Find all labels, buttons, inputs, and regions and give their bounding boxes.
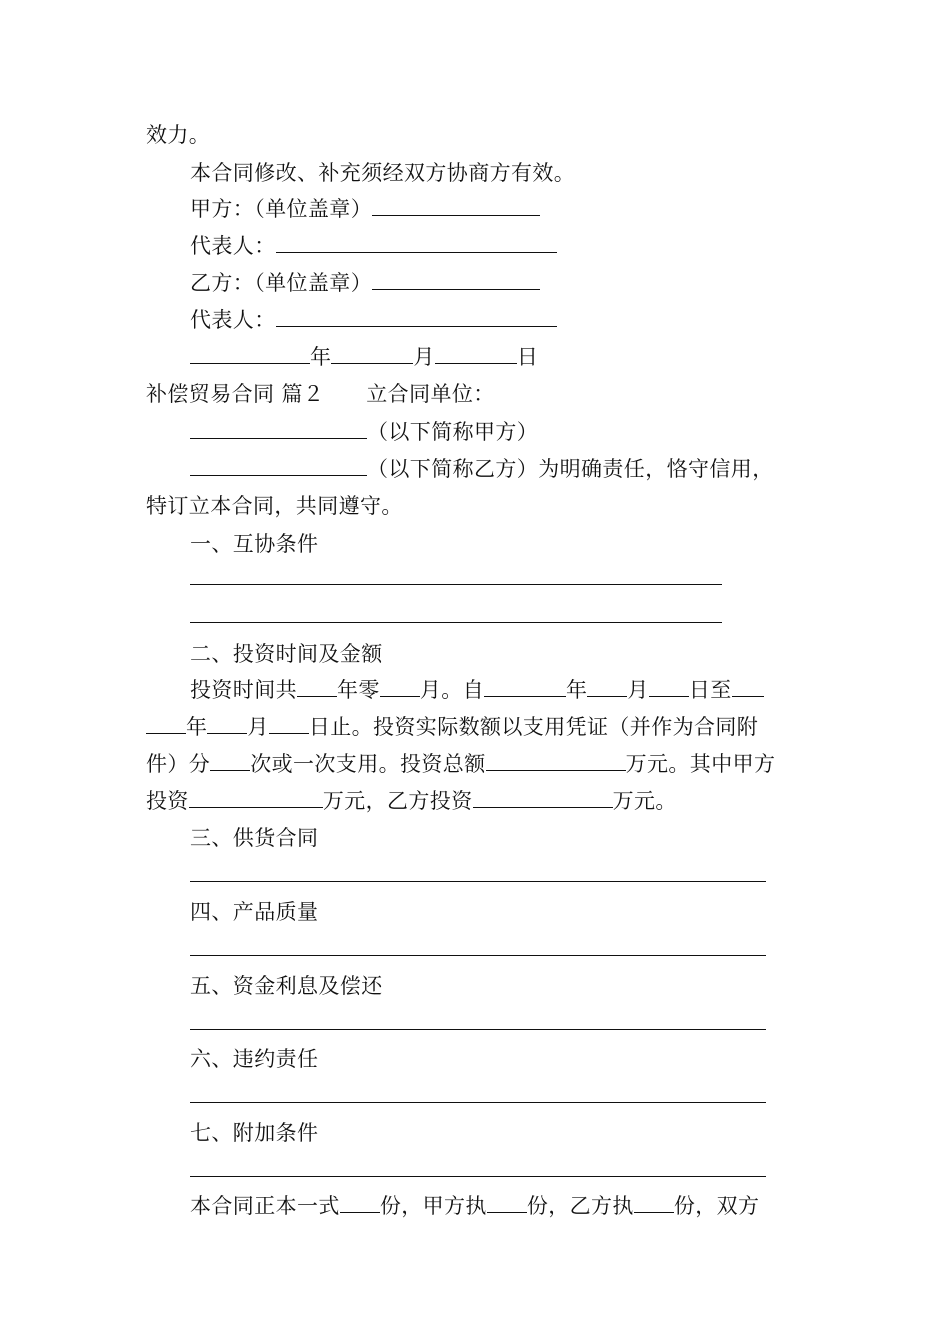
investment-line: 投资时间共 年零 月。自 年 月 日至: [190, 676, 764, 704]
blank-field: [486, 751, 626, 771]
blank-rule: [190, 1029, 766, 1030]
blank-field: [269, 714, 309, 734]
blank-field: [484, 677, 566, 697]
blank-field: [190, 456, 367, 476]
text-line: 效力。: [146, 123, 211, 147]
blank-field: [297, 677, 337, 697]
blank-field: [207, 714, 247, 734]
blank-field: [732, 677, 764, 697]
investment-line: 件）分 次或一次支用。投资总额 万元。其中甲方: [146, 752, 776, 776]
investment-line: 年 月 日止。投资实际数额以支用凭证（并作为合同附: [146, 713, 758, 741]
blank-field: [372, 196, 540, 216]
party-b-rep-line: 代表人：: [190, 306, 557, 334]
blank-rule: [190, 584, 722, 585]
blank-rule: [190, 622, 722, 623]
text-line: 特订立本合同，共同遵守。: [146, 494, 403, 518]
blank-rule: [190, 1176, 766, 1177]
party-a-name-line: （以下简称甲方）: [190, 418, 538, 446]
text-line: 本合同修改、补充须经双方协商方有效。: [190, 161, 576, 185]
date-line: 年 月 日: [190, 343, 538, 371]
blank-field: [146, 714, 186, 734]
blank-field: [340, 1193, 380, 1213]
party-a-seal-line: 甲方：（单位盖章）: [190, 195, 540, 223]
blank-field: [487, 1193, 527, 1213]
copies-line: 本合同正本一式 份，甲方执 份，乙方执 份，双方: [190, 1194, 760, 1218]
party-a-rep-line: 代表人：: [190, 232, 557, 260]
blank-field: [190, 419, 367, 439]
blank-field: [634, 1193, 674, 1213]
blank-field: [435, 344, 517, 364]
section-heading: 二、投资时间及金额: [190, 642, 383, 666]
blank-field: [380, 677, 420, 697]
party-b-seal-line: 乙方：（单位盖章）: [190, 269, 540, 297]
section-heading: 一、互协条件: [190, 532, 319, 556]
section-heading: 三、供货合同: [190, 826, 319, 850]
contract-title: 补偿贸易合同 篇２: [146, 382, 325, 406]
blank-field: [189, 788, 323, 808]
contract-title-line: 补偿贸易合同 篇２ 立合同单位：: [146, 382, 495, 406]
blank-field: [331, 344, 413, 364]
blank-field: [276, 233, 557, 253]
section-heading: 七、附加条件: [190, 1121, 319, 1145]
blank-field: [587, 677, 627, 697]
investment-line: 投资 万元，乙方投资 万元。: [146, 789, 677, 813]
blank-rule: [190, 881, 766, 882]
blank-field: [649, 677, 689, 697]
section-heading: 五、资金利息及偿还: [190, 974, 383, 998]
blank-field: [210, 751, 250, 771]
blank-rule: [190, 955, 766, 956]
blank-field: [473, 788, 613, 808]
blank-field: [190, 344, 310, 364]
party-b-name-line: （以下简称乙方）为明确责任，恪守信用，: [190, 455, 774, 483]
section-heading: 四、产品质量: [190, 900, 319, 924]
blank-field: [372, 270, 540, 290]
blank-field: [276, 307, 557, 327]
section-heading: 六、违约责任: [190, 1047, 319, 1071]
blank-rule: [190, 1102, 766, 1103]
